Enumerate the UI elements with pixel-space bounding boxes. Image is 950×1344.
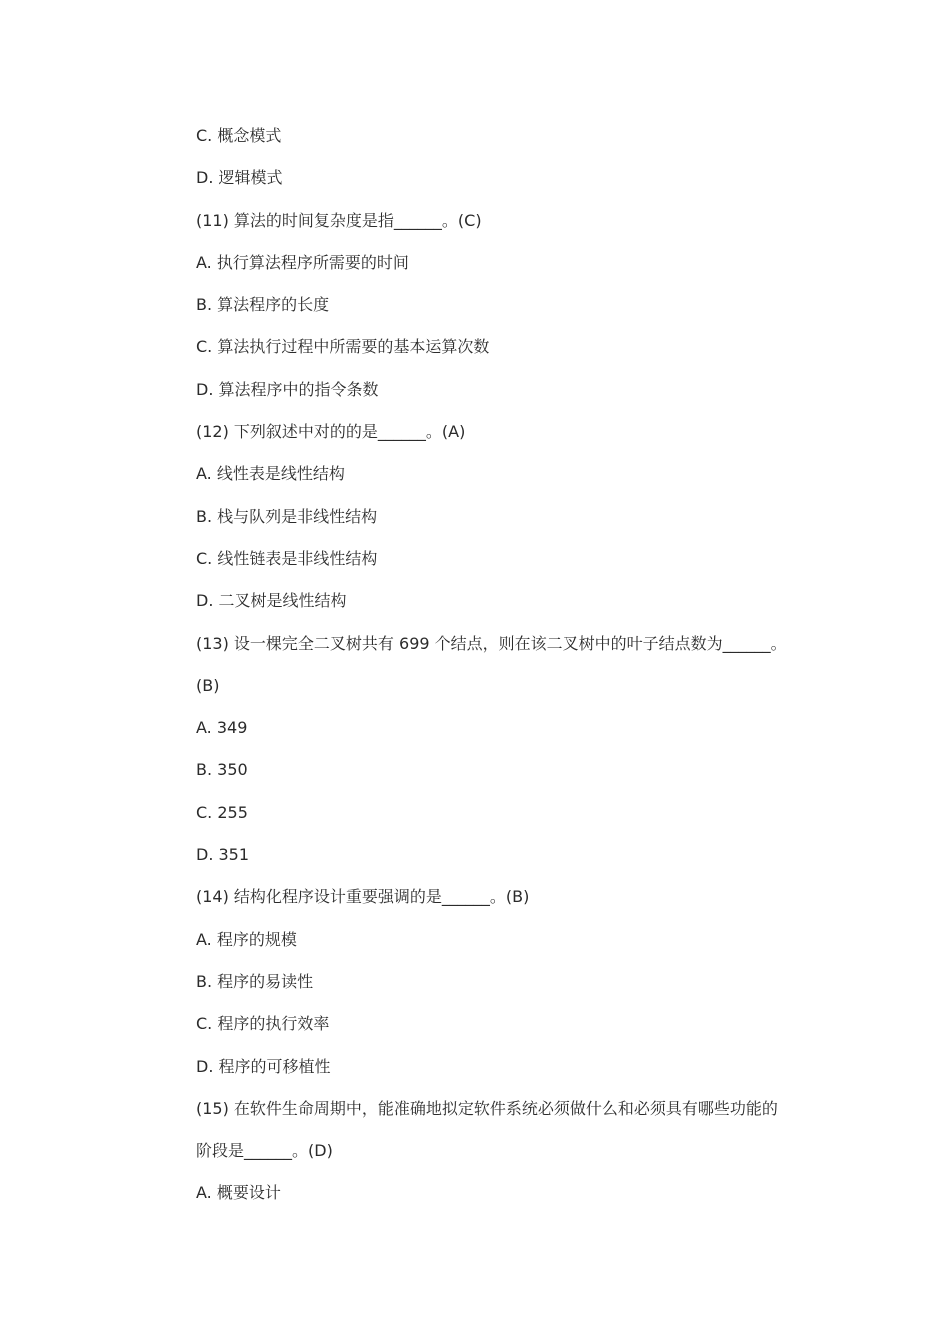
option-line: C. 线性链表是非线性结构 [196, 548, 378, 568]
option-line: D. 逻辑模式 [196, 168, 283, 188]
option-line: C. 概念模式 [196, 126, 282, 145]
question-line: (13) 设一棵完全二叉树共有 699 个结点，则在该二叉树中的叶子结点数为______。 [196, 633, 787, 653]
question-line-continued: (B) [196, 675, 220, 695]
option-line: D. 程序的可移植性 [196, 1056, 331, 1076]
option-line: D. 二叉树是线性结构 [196, 591, 347, 611]
option-line: A. 概要设计 [196, 1183, 281, 1203]
option-line: A. 程序的规模 [196, 929, 297, 949]
option-line: B. 算法程序的长度 [196, 295, 330, 315]
option-line: A. 349 [196, 718, 248, 738]
question-line-continued: 阶段是______。(D) [196, 1141, 333, 1161]
option-line: B. 350 [196, 760, 248, 780]
question-line: (11) 算法的时间复杂度是指______。(C) [196, 210, 482, 230]
option-line: B. 程序的易读性 [196, 971, 314, 991]
question-line: (15) 在软件生命周期中，能准确地拟定软件系统必须做什么和必须具有哪些功能的 [196, 1098, 778, 1118]
document-body [196, 117, 816, 1217]
option-line: A. 执行算法程序所需要的时间 [196, 252, 409, 272]
question-line: (14) 结构化程序设计重要强调的是______。(B) [196, 887, 530, 907]
option-line: C. 算法执行过程中所需要的基本运算次数 [196, 337, 490, 357]
option-line: C. 程序的执行效率 [196, 1014, 330, 1034]
option-line: D. 算法程序中的指令条数 [196, 379, 379, 399]
option-line: B. 栈与队列是非线性结构 [196, 506, 378, 526]
option-line: C. 255 [196, 802, 248, 822]
option-line: D. 351 [196, 845, 250, 865]
question-line: (12) 下列叙述中对的的是______。(A) [196, 422, 466, 442]
option-line: A. 线性表是线性结构 [196, 464, 345, 484]
